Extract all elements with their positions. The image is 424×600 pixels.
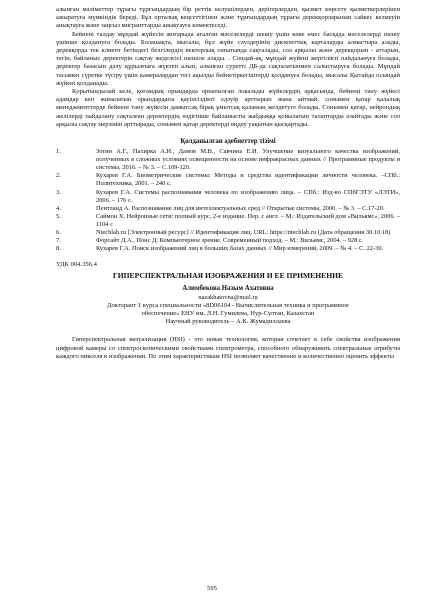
reference-number: 6. xyxy=(56,228,61,236)
reference-text: Форсайт Д.А., Понс Д. Компьютерное зрение. Современный подход. – М.: Вильямс, 2004. – 928 с. xyxy=(96,237,364,245)
references-title: Қолданылған әдебиеттер тізімі xyxy=(180,138,276,146)
reference-text: Кухарев Г.А. Биометрические системы: Методы и средства идентификации личности человека. –СПб.: Политехника, 2001. – 240 с. xyxy=(96,172,400,188)
article-first-paragraph: Гиперспектральная визуализация (HSI) - это новая технология, которая сочетает в себе свойства изображения цифровой камеры со спектроскопическими свойствами спектрометра, способного обнаруживать спектральные атрибуты каждого пикселя в изображении. По этим характеристикам HSI позволяет качественно и количественно оценить эффекты xyxy=(56,336,400,360)
reference-text: Ntechlab.ru [Электронный ресурс] // Идентификация лиц. URL: https://ntechlab.ru (Дата обращения 30.10.18) xyxy=(96,228,391,236)
udk-code: УДК 004.356.4 xyxy=(56,261,97,269)
body-paragraph-2: Бейнені талдау мұндай жүйесін жоғарыда аталған мәселелерді шешу үшін көке емес басқада мәселелерді шешу үшіншe қолдануға болады. Болашақта, мысалы, бұл жүйе сәулдерінің дисконттық карталарды алмастыра алады, дерекқорда тек клиент бетіндегі белгілердің векторлық сипатында сақталады, сол арқылы және дерекқорын - аттарын, тегін, байланыс деректерін сақтау жеделсісі шешіле алады. . Сондай-ақ, мұндай жүйені жергілікті пайдалануға болады, деректер базасын дәлу құрылғыға жүктеп алып, алынған суретті ДБ-да сақталатынмен салыстыруға болады. Мұндай тасымен сүретке түсіру үшін камералардан тегі ақылды бейнетіркегіштерді қолдануға болады, мысалы Қытайда осындай жүйені қолданады. xyxy=(56,30,400,87)
reference-text: Кухарев Г.А. Поиск изображений лиц в больших базах данных // Мир измерений, 2009. – № 4. – С. 22-30. xyxy=(96,245,384,253)
author-email: nazakhatovna@mail.ru xyxy=(198,293,258,301)
reference-number: 8. xyxy=(56,245,61,253)
reference-item xyxy=(56,172,400,188)
author-name: Алимбекова Назым Ахатовна xyxy=(182,285,274,293)
supervisor: Научный руководитель – А.К. Жумадиллаева xyxy=(165,318,291,326)
reference-item xyxy=(56,213,400,229)
references-list xyxy=(56,148,400,253)
reference-item xyxy=(56,189,400,205)
reference-item xyxy=(56,229,400,237)
reference-number: 3. xyxy=(56,188,61,196)
reference-number: 5. xyxy=(56,212,61,220)
body-paragraph-1: алынған мәліметтер тұрағы тұрғындардың бір реттік келушілерден, дерігерлерден, қызмет көрсету қызметкерлерінен ажыратуға мүмкіндік береді. Бұл орталық кеңсеттігінен және тұрғындардың тұрағы дерекқорларынан сайкес келмеуін анықтауға және заңсыз мигранттарды анықтауға көмектеседі. xyxy=(56,6,400,30)
reference-text: Зотин А.Г., Пахирка А.И., Дамов М.В., Савчина Е.И. Улучшение визуального качества изображений, полученных в сложных условиях освещенности на основе инфракрасных данных // Программные продукты и системы, 2016. – № 3. – С.109-120. xyxy=(96,148,400,172)
reference-number: 2. xyxy=(56,172,61,180)
article-title: ГИПЕРСПЕКТРАЛЬНАЯ ИЗОБРАЖЕНИЯ И ЕЕ ПРИМЕНЕНИЕ xyxy=(112,271,344,281)
reference-text: Кухарев Г.А. Системы распознавания человека по изображению лица. – СПб.: Изд-во СПбГЭТУ «ЛЭТИ», 2006. – 176 с. xyxy=(96,188,400,204)
reference-text: Саймон Х. Нейронные сети: полный курс, 2-е издание. Пер. с англ. – М.: Издательский дом «Вильямс», 2006. – 1104 с xyxy=(96,212,400,228)
body-paragraph-3: Қорытындылай келе, қоғамдық орындарда орнатылған локальды жүйелердің арқасында, бейнені тану жүйесі адамдар кеп жиналатын орындардағы қауіпсіздікті едәуір арттырып жана айтмай, сонымен қатар қалалық менеджменттерде бейнені тану жүйесін дамытсақ бірақ ұмытсақ қаланың желдетуге болады. Сонымен қатар, нейрондық желілерді пайдалану сақталған деректердің өздігінше байланысты жабдыққа қойылатын талаптарды азайтады және сол арқылы сақтау мерзімін арттырады, сонымен қатар деректерді өңдеу уақытын қысқартады. xyxy=(56,88,400,128)
author-affiliation-line-2: обеспечение» ЕНУ им. Л.Н. Гумилева, Нур-Султан, Казахстан xyxy=(141,309,315,317)
reference-text: Пентланд А. Распознавание лиц для интеллектуальных сред // Открытые системы, 2000. – № 3. – С.17-20. xyxy=(96,204,385,212)
reference-number: 7. xyxy=(56,237,61,245)
reference-item xyxy=(56,245,400,253)
reference-item xyxy=(56,148,400,172)
page-number: 595 xyxy=(207,585,217,592)
reference-item xyxy=(56,237,400,245)
reference-number: 4. xyxy=(56,204,61,212)
reference-number: 1. xyxy=(56,148,61,156)
author-affiliation-line-1: Докторант 1 курса специальности «8D06104 - Вычислительная техника и программное xyxy=(107,301,349,309)
reference-item xyxy=(56,205,400,213)
